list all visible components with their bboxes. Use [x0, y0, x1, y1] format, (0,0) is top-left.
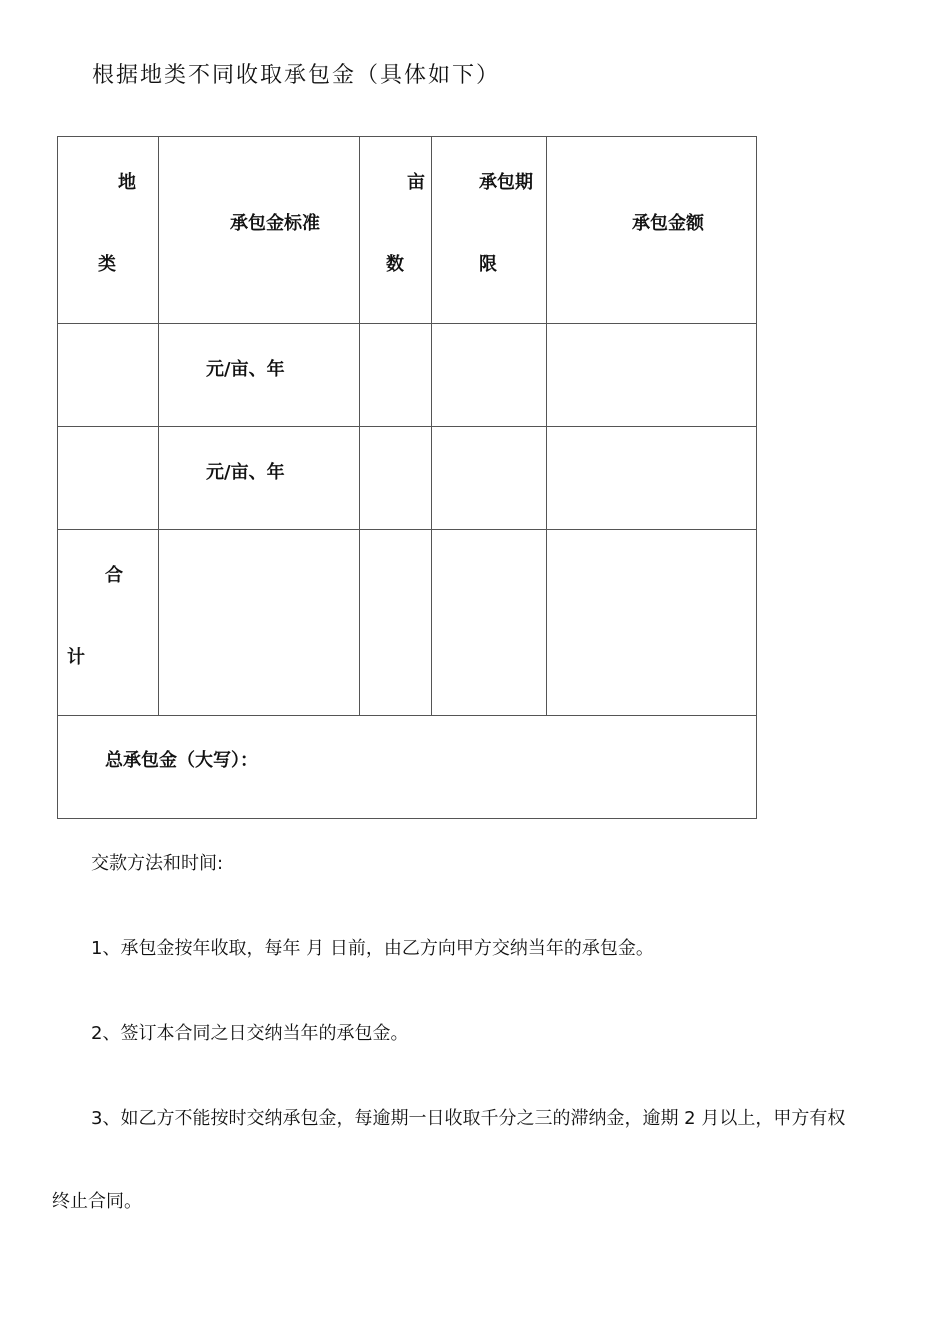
total-label-line2: 计: [67, 647, 85, 668]
header-amount-cell: [547, 137, 757, 324]
payment-clause-2: 2、签订本合同之日交纳当年的承包金。: [91, 1023, 409, 1044]
total-amount-cell: [547, 530, 757, 716]
land-type-cell: [58, 324, 159, 427]
grand-total-row: [58, 716, 757, 819]
period-cell: [432, 427, 547, 530]
header-amount-label: 承包金额: [632, 213, 704, 234]
standard-unit-label: 元/亩、年: [206, 359, 285, 380]
standard-cell: [159, 324, 360, 427]
table-row: [58, 324, 757, 427]
table-row: [58, 427, 757, 530]
amount-cell: [547, 427, 757, 530]
land-type-cell: [58, 427, 159, 530]
total-standard-cell: [159, 530, 360, 716]
grand-total-label: 总承包金（大写）：: [105, 750, 258, 771]
contract-fee-table: [57, 136, 757, 819]
header-standard-cell: [159, 137, 360, 324]
header-mu-line2: 数: [386, 254, 404, 275]
grand-total-cell: [58, 716, 757, 819]
mu-cell: [360, 427, 432, 530]
payment-clause-1: 1、承包金按年收取，每年 月 日前，由乙方向甲方交纳当年的承包金。: [91, 938, 654, 959]
header-land-type-line1: 地: [118, 172, 136, 193]
total-mu-cell: [360, 530, 432, 716]
table-header-row: [58, 137, 757, 324]
header-mu-cell: [360, 137, 432, 324]
header-period-line2: 限: [479, 254, 497, 275]
payment-clause-3-line1: 3、如乙方不能按时交纳承包金，每逾期一日收取千分之三的滞纳金，逾期 2 月以上，甲方有权: [91, 1108, 846, 1129]
total-label-line1: 合: [105, 565, 123, 586]
mu-cell: [360, 324, 432, 427]
section-heading: 根据地类不同收取承包金（具体如下）: [92, 63, 501, 88]
standard-unit-label: 元/亩、年: [206, 462, 285, 483]
header-period-line1: 承包期: [479, 172, 533, 193]
header-land-type-cell: [58, 137, 159, 324]
amount-cell: [547, 324, 757, 427]
total-row: [58, 530, 757, 716]
header-period-cell: [432, 137, 547, 324]
header-standard-label: 承包金标准: [230, 213, 320, 234]
total-label-cell: [58, 530, 159, 716]
period-cell: [432, 324, 547, 427]
standard-cell: [159, 427, 360, 530]
payment-method-title: 交款方法和时间:: [91, 853, 224, 874]
header-land-type-line2: 类: [98, 254, 116, 275]
total-period-cell: [432, 530, 547, 716]
payment-clause-3-line2: 终止合同。: [52, 1191, 142, 1212]
header-mu-line1: 亩: [407, 172, 425, 193]
